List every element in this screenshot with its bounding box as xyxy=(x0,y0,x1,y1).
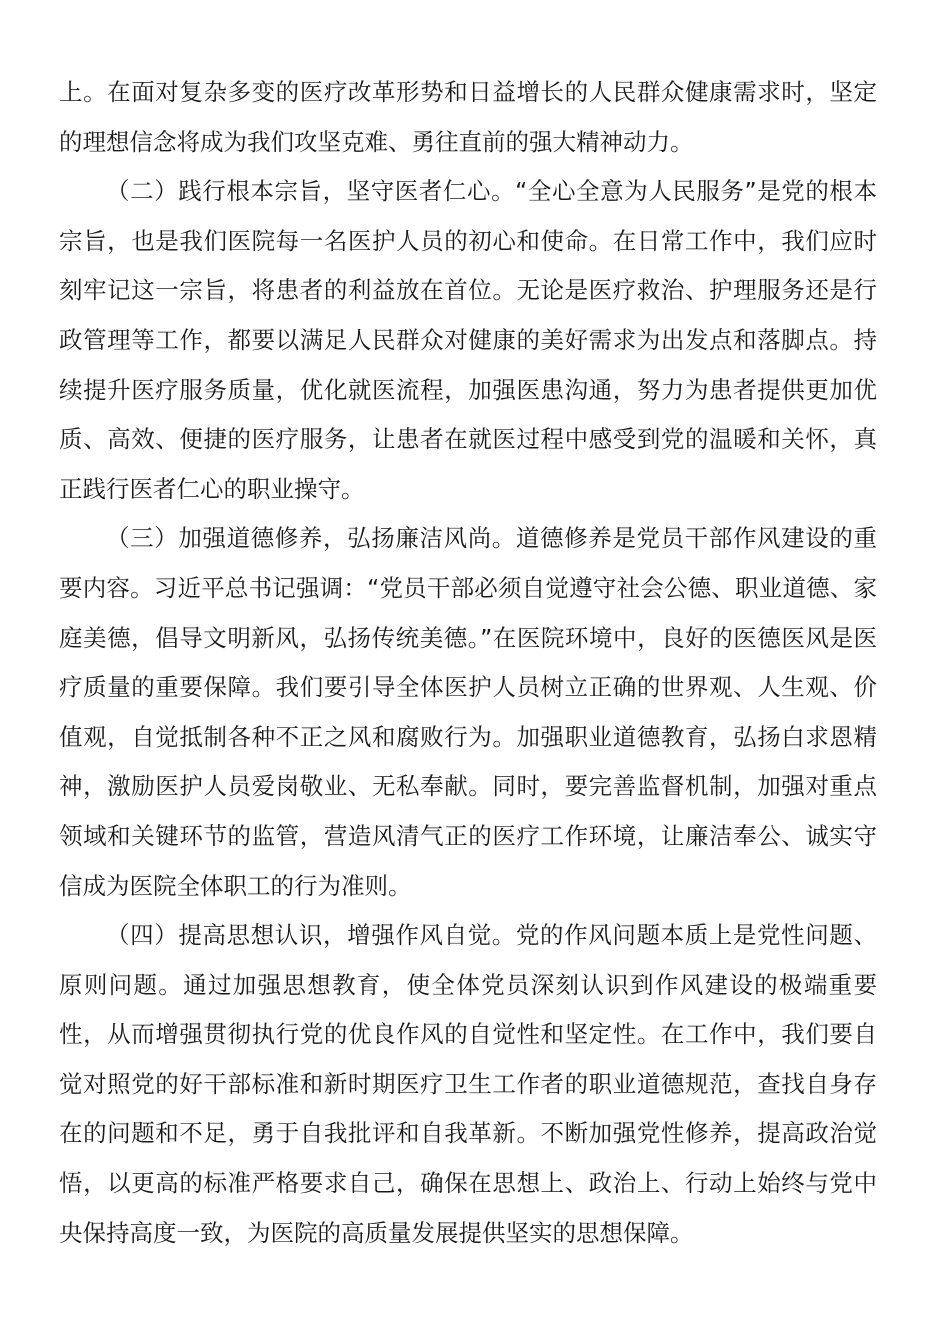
paragraph-section-3: （三）加强道德修养，弘扬廉洁风尚。道德修养是党员干部作风建设的重要内容。习近平总书记强调：“党员干部必须自觉遵守社会公德、职业道德、家庭美德，倡导文明新风，弘扬传统美德。”在医院环境中，良好的医德医风是医疗质量的重要保障。我们要引导全体医护人员树立正确的世界观、人生观、价值观，自觉抵制各种不正之风和腐败行为。加强职业道德教育，弘扬白求恩精神，激励医护人员爱岗敬业、无私奉献。同时，要完善监督机制，加强对重点领域和关键环节的监管，营造风清气正的医疗工作环境，让廉洁奉公、诚实守信成为医院全体职工的行为准则。 xyxy=(59,524,877,900)
paragraph-section-4: （四）提高思想认识，增强作风自觉。党的作风问题本质上是党性问题、原则问题。通过加强思想教育，使全体党员深刻认识到作风建设的极端重要性，从而增强贯彻执行党的优良作风的自觉性和坚定性。在工作中，我们要自觉对照党的好干部标准和新时期医疗卫生工作者的职业道德规范，查找自身存在的问题和不足，勇于自我批评和自我革新。不断加强党性修养，提高政治觉悟，以更高的标准严格要求自己，确保在思想上、政治上、行动上始终与党中央保持高度一致，为医院的高质量发展提供坚实的思想保障。 xyxy=(59,921,877,1247)
paragraph-section-2: （二）践行根本宗旨，坚守医者仁心。“全心全意为人民服务”是党的根本宗旨，也是我们医院每一名医护人员的初心和使命。在日常工作中，我们应时刻牢记这一宗旨，将患者的利益放在首位。无论是医疗救治、护理服务还是行政管理等工作，都要以满足人民群众对健康的美好需求为出发点和落脚点。持续提升医疗服务质量，优化就医流程，加强医患沟通，努力为患者提供更加优质、高效、便捷的医疗服务，让患者在就医过程中感受到党的温暖和关怀，真正践行医者仁心的职业操守。 xyxy=(59,177,877,503)
paragraph-continuation: 上。在面对复杂多变的医疗改革形势和日益增长的人民群众健康需求时，坚定的理想信念将成为我们攻坚克难、勇往直前的强大精神动力。 xyxy=(59,78,877,156)
document-body xyxy=(59,68,877,1258)
